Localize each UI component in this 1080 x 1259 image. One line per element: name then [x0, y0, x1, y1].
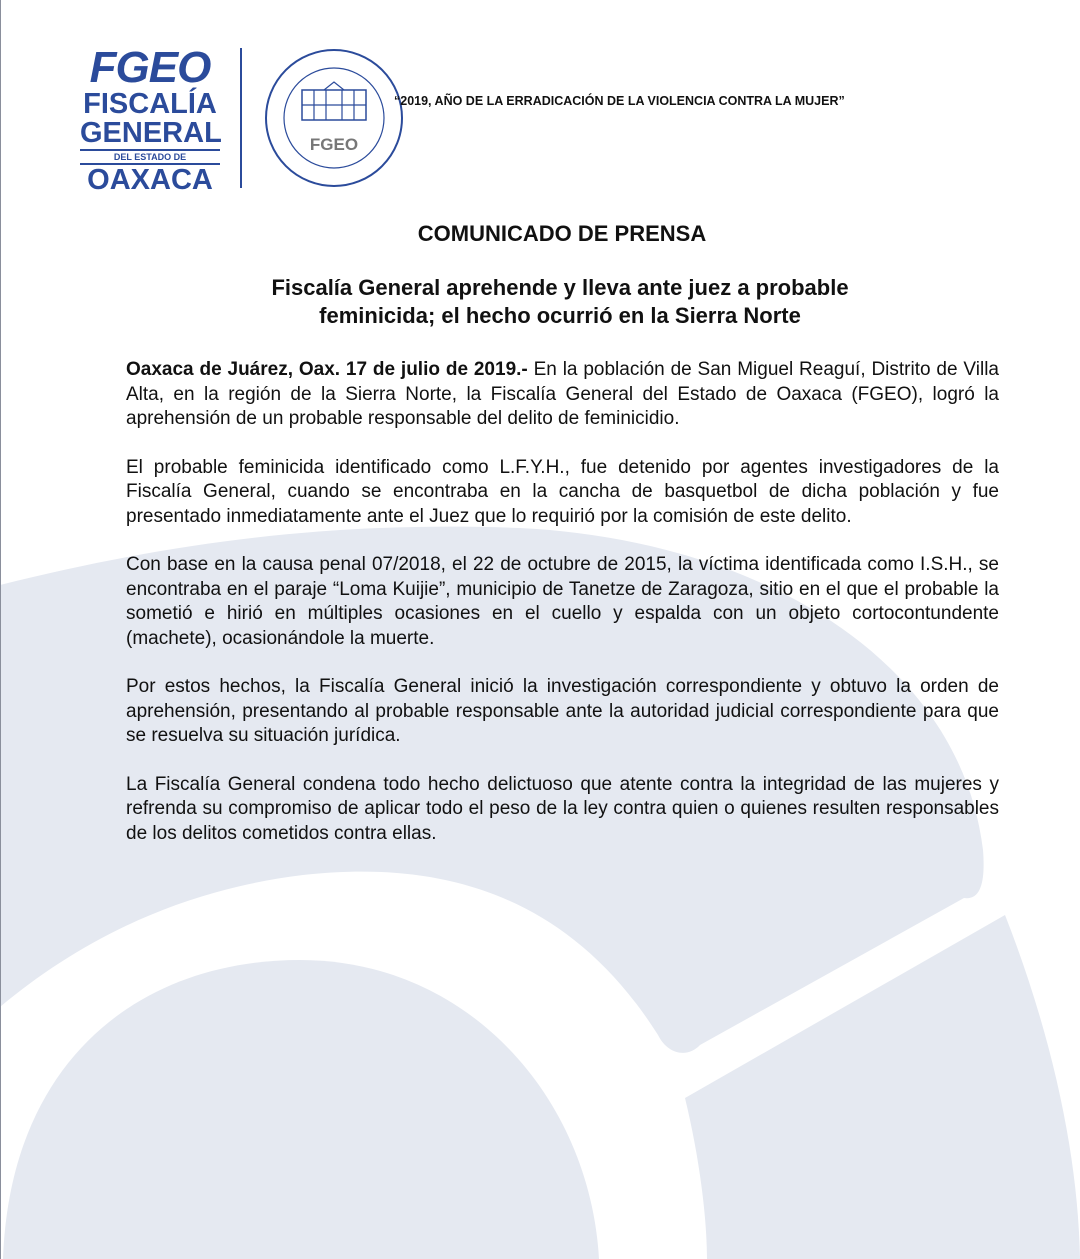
- logo-line3: DEL ESTADO DE: [80, 149, 220, 165]
- paragraph-2: El probable feminicida identificado como L.F.Y.H., fue detenido por agentes investigadores de la Fiscalía General, cuando se encontraba en la cancha de basquetbol de dicha población y fue presentado inmediatamente ante el Juez que lo requirió por la comisión de este delito.: [126, 456, 999, 527]
- headline-line-1: Fiscalía General aprehende y lleva ante juez a probable: [271, 275, 849, 300]
- headline: [180, 274, 940, 330]
- headline-line-2: feminicida; el hecho ocurrió en la Sierra Norte: [319, 303, 801, 328]
- logo-line2: GENERAL: [80, 117, 222, 149]
- paragraph-5: La Fiscalía General condena todo hecho delictuoso que atente contra la integridad de las mujeres y refrenda su compromiso de aplicar todo el peso de la ley contra quien o quienes resulten responsables de los delitos cometidos contra ellas.: [126, 773, 999, 844]
- logo-line4: OAXACA: [87, 164, 213, 196]
- press-release-body: [126, 358, 999, 870]
- logo-divider: [240, 48, 242, 188]
- paragraph-4: Por estos hechos, la Fiscalía General inició la investigación correspondiente y obtuvo la orden de aprehensión, presentando al probable responsable ante la autoridad judicial correspondiente para que se resuelva su situación jurídica.: [126, 676, 999, 746]
- page-edge: [0, 0, 1, 1259]
- year-slogan: “2019, AÑO DE LA ERRADICACIÓN DE LA VIOLENCIA CONTRA LA MUJER”: [394, 94, 845, 108]
- paragraph-3: Con base en la causa penal 07/2018, el 22 de octubre de 2015, la víctima identificada como I.S.H., se encontraba en el paraje “Loma Kuijie”, municipio de Tanetze de Zaragoza, sitio en el que el probable la sometió e hirió en múltiples ocasiones en el cuello y espalda con un objeto cortocontundente (machete), ocasionándole la muerte.: [126, 554, 999, 649]
- paragraph-1: [126, 358, 999, 432]
- logo-line1: FISCALÍA: [83, 88, 217, 120]
- fgeo-logo: [80, 43, 222, 196]
- fiscalia-seal: [264, 48, 404, 188]
- logo-acronym: FGEO: [89, 43, 211, 92]
- document-title: COMUNICADO DE PRENSA: [417, 221, 707, 246]
- dateline: Oaxaca de Juárez, Oax. 17 de julio de 2019.-: [126, 359, 528, 380]
- svg-text:FGEO: FGEO: [309, 135, 359, 154]
- paragraph-1-text: En la población de San Miguel Reaguí, Distrito de Villa Alta, en la región de la Sierra Norte, la Fiscalía General del Estado de Oaxaca (FGEO), logró la aprehensión de un probable responsable del delito de feminicidio.: [126, 359, 999, 429]
- watermark-shape-inner: [3, 960, 599, 1259]
